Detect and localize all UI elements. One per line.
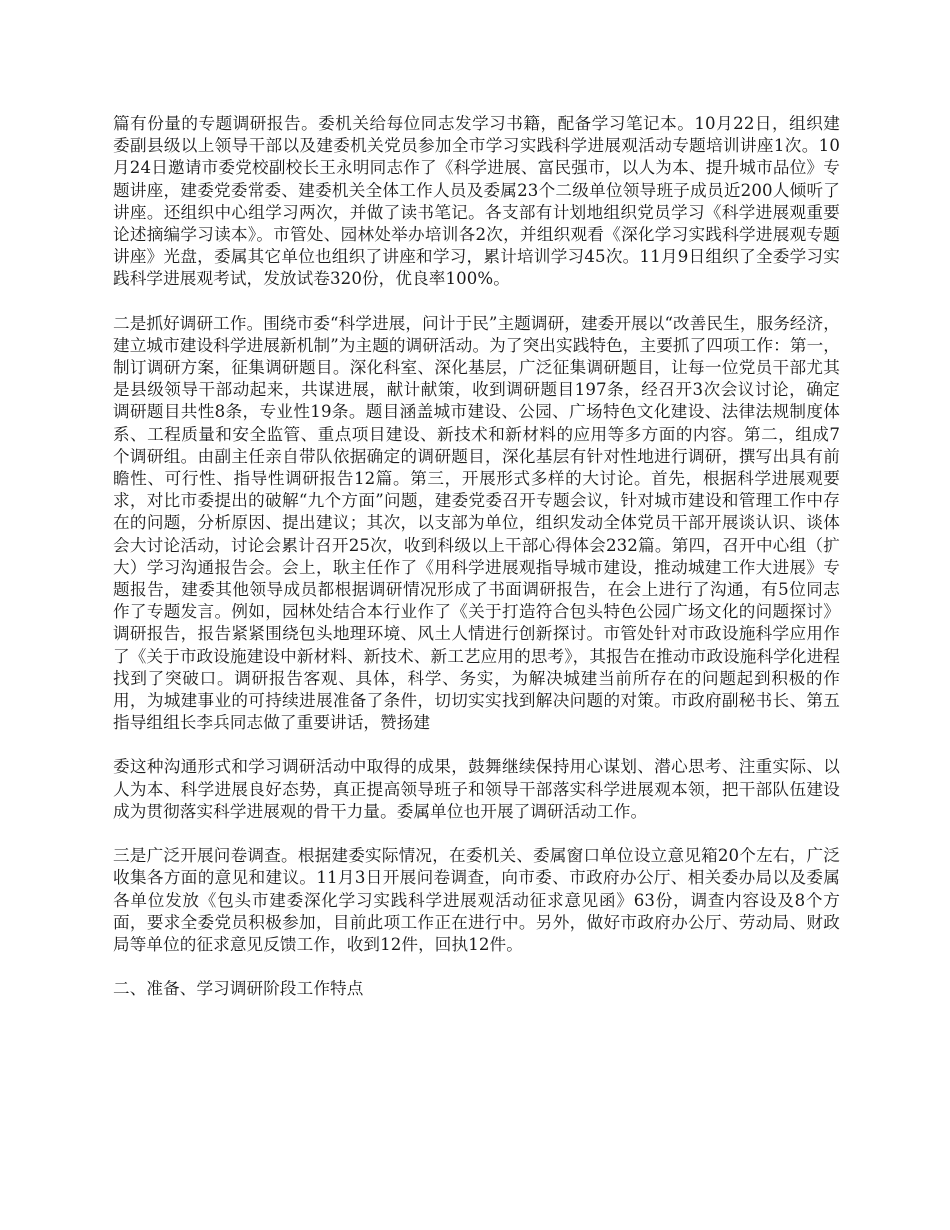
- paragraph-study-activities: 篇有份量的专题调研报告。委机关给每位同志发学习书籍，配备学习笔记本。10月22日，组织建委副县级以上领导干部以及建委机关党员参加全市学习实践科学进展观活动专题培训讲座1次。10月24日邀请市委党校副校长王永明同志作了《科学进展、富民强市，以人为本、提升城市品位》专题讲座，建委党委常委、建委机关全体工作人员及委属23个二级单位领导班子成员近200人倾听了讲座。还组织中心组学习两次，并做了读书笔记。各支部有计划地组织党员学习《科学进展观重要论述摘编学习读本》。市管处、园林处举办培训各2次，并组织观看《深化学习实践科学进展观专题讲座》光盘，委属其它单位也组织了讲座和学习，累计培训学习45次。11月9日组织了全委学习实践科学进展观考试，发放试卷320份，优良率100%。: [113, 114, 840, 289]
- document-page: [113, 113, 840, 1000]
- paragraph-research-work: 二是抓好调研工作。围绕市委“科学进展，问计于民”主题调研，建委开展以“改善民生，服务经济，建立城市建设科学进展新机制”为主题的调研活动。为了突出实践特色，主要抓了四项工作：第一，制订调研方案，征集调研题目。深化科室、深化基层，广泛征集调研题目，让每一位党员干部尤其是县级领导干部动起来，共谋进展，献计献策，收到调研题目197条，经召开3次会议讨论，确定调研题目共性8条，专业性19条。题目涵盖城市建设、公园、广场特色文化建设、法律法规制度体系、工程质量和安全监管、重点项目建设、新技术和新材料的应用等多方面的内容。第二，组成7个调研组。由副主任亲自带队依据确定的调研题目，深化基层有针对性地进行调研，撰写出具有前瞻性、可行性、指导性调研报告12篇。第三，开展形式多样的大讨论。首先，根据科学进展观要求，对比市委提出的破解“九个方面”问题，建委党委召开专题会议，针对城市建设和管理工作中存在的问题，分析原因、提出建议；其次，以支部为单位，组织发动全体党员干部开展谈认识、谈体会大讨论活动，讨论会累计召开25次，收到科级以上干部心得体会232篇。第四，召开中心组（扩大）学习沟通报告会。会上，耿主任作了《用科学进展观指导城市建设，推动城建工作大进展》专题报告，建委其他领导成员都根据调研情况形成了书面调研报告，在会上进行了沟通，有5位同志作了专题发言。例如，园林处结合本行业作了《关于打造符合包头特色公园广场文化的问题探讨》调研报告，报告紧紧围绕包头地理环境、风土人情进行创新探讨。市管处针对市政设施科学应用作了《关于市政设施建设中新材料、新技术、新工艺应用的思考》，其报告在推动市政设施科学化进程找到了突破口。调研报告客观、具体，科学、务实，为解决城建当前所存在的问题起到积极的作用，为城建事业的可持续进展准备了条件，切切实实找到解决问题的对策。市政府副秘书长、第五指导组组长李兵同志做了重要讲话，赞扬建: [113, 313, 840, 733]
- paragraph-questionnaire-survey: 三是广泛开展问卷调查。根据建委实际情况，在委机关、委属窗口单位设立意见箱20个左右，广泛收集各方面的意见和建议。11月3日开展问卷调查，向市委、市政府办公厅、相关委办局以及委属各单位发放《包头市建委深化学习实践科学进展观活动征求意见函》63份，调查内容设及8个方面，要求全委党员积极参加，目前此项工作正在进行中。另外，做好市政府办公厅、劳动局、财政局等单位的征求意见反馈工作，收到12件，回执12件。: [113, 846, 840, 954]
- paragraph-research-outcomes: 委这种沟通形式和学习调研活动中取得的成果，鼓舞继续保持用心谋划、潜心思考、注重实际、以人为本、科学进展良好态势，真正提高领导班子和领导干部落实科学进展观本领，把干部队伍建设成为贯彻落实科学进展观的骨干力量。委属单位也开展了调研活动工作。: [113, 757, 840, 821]
- section-heading: 二、准备、学习调研阶段工作特点: [113, 979, 364, 999]
